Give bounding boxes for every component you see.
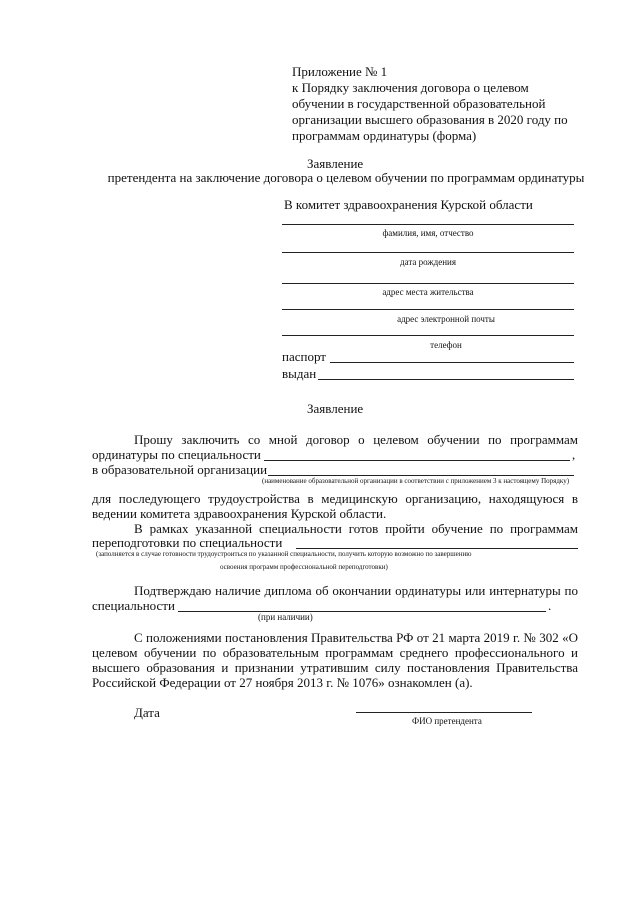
form-title: Заявление	[307, 156, 364, 171]
email-line[interactable]	[282, 309, 574, 310]
diploma-specialty-label: специальности	[92, 598, 175, 613]
paragraph-request: Прошу заключить со мной договор о целевом обучении по программам	[134, 432, 578, 447]
signature-line[interactable]	[356, 712, 532, 713]
paragraph-retraining: В рамках указанной специальности готов пройти обучение по программам	[134, 521, 578, 536]
fio-line[interactable]	[282, 224, 574, 225]
paragraph-acknowledgement-end: Российской Федерации от 27 ноября 2013 г. № 1076» ознакомлен (а).	[92, 675, 473, 690]
diploma-period: .	[548, 598, 552, 613]
birth-date-caption: дата рождения	[400, 257, 456, 267]
issued-line[interactable]	[318, 379, 574, 380]
phone-line[interactable]	[282, 335, 574, 336]
appendix-line: к Порядку заключения договора о целевом	[292, 80, 529, 95]
paragraph-diploma: Подтверждаю наличие диплома об окончании ординатуры или интернатуры по	[134, 583, 578, 598]
retraining-note-end: освоения программ профессиональной переподготовки)	[220, 563, 388, 571]
issued-label: выдан	[282, 366, 317, 381]
form-subtitle: претендента на заключение договора о целевом обучении по программам ординатуры	[107, 170, 585, 185]
specialty-comma: ,	[572, 447, 576, 462]
address-line[interactable]	[282, 283, 574, 284]
diploma-note: (при наличии)	[258, 612, 313, 622]
paragraph-acknowledgement: С положениями постановления Правительства РФ от 21 марта 2019 г. № 302 «О	[134, 630, 578, 645]
paragraph-acknowledgement-line: высшего образования и признании утратившим силу постановления Правительства	[92, 660, 578, 675]
birth-date-line[interactable]	[282, 252, 574, 253]
passport-label: паспорт	[282, 349, 326, 364]
paragraph-acknowledgement-line: целевом обучении по образовательным программам среднего профессионального и	[92, 645, 578, 660]
addressee: В комитет здравоохранения Курской области	[284, 197, 533, 212]
paragraph-employment-end: ведении комитета здравоохранения Курской области.	[92, 506, 387, 521]
address-caption: адрес места жительства	[382, 287, 474, 297]
appendix-title: Приложение № 1	[292, 64, 388, 79]
paragraph-employment: для последующего трудоустройства в медицинскую организацию, находящуюся в	[92, 491, 578, 506]
signature-caption: ФИО претендента	[412, 716, 482, 726]
fio-caption: фамилия, имя, отчество	[382, 228, 474, 238]
retraining-label: переподготовки по специальности	[92, 535, 283, 550]
phone-caption: телефон	[430, 340, 462, 350]
organization-line[interactable]	[268, 475, 574, 476]
appendix-line: обучении в государственной образовательной	[292, 96, 546, 111]
date-label: Дата	[134, 705, 160, 720]
statement-title: Заявление	[307, 401, 364, 416]
specialty-line[interactable]	[264, 460, 570, 461]
retraining-note: (заполняется в случае готовности трудоустроиться по указанной специальности, получить которую возможно по завершению	[96, 550, 472, 558]
specialty-label: ординатуры по специальности	[92, 447, 261, 462]
diploma-specialty-line[interactable]	[178, 611, 546, 612]
email-caption: адрес электронной почты	[397, 314, 495, 324]
appendix-line: организации высшего образования в 2020 году по	[292, 112, 568, 127]
passport-line[interactable]	[330, 362, 574, 363]
organization-note: (наименование образовательной организации в соответствии с приложением 3 к настоящему Порядку)	[262, 477, 570, 485]
retraining-line[interactable]	[296, 548, 578, 549]
appendix-line: программам ординатуры (форма)	[292, 128, 477, 143]
organization-label: в образовательной организации	[92, 462, 268, 477]
